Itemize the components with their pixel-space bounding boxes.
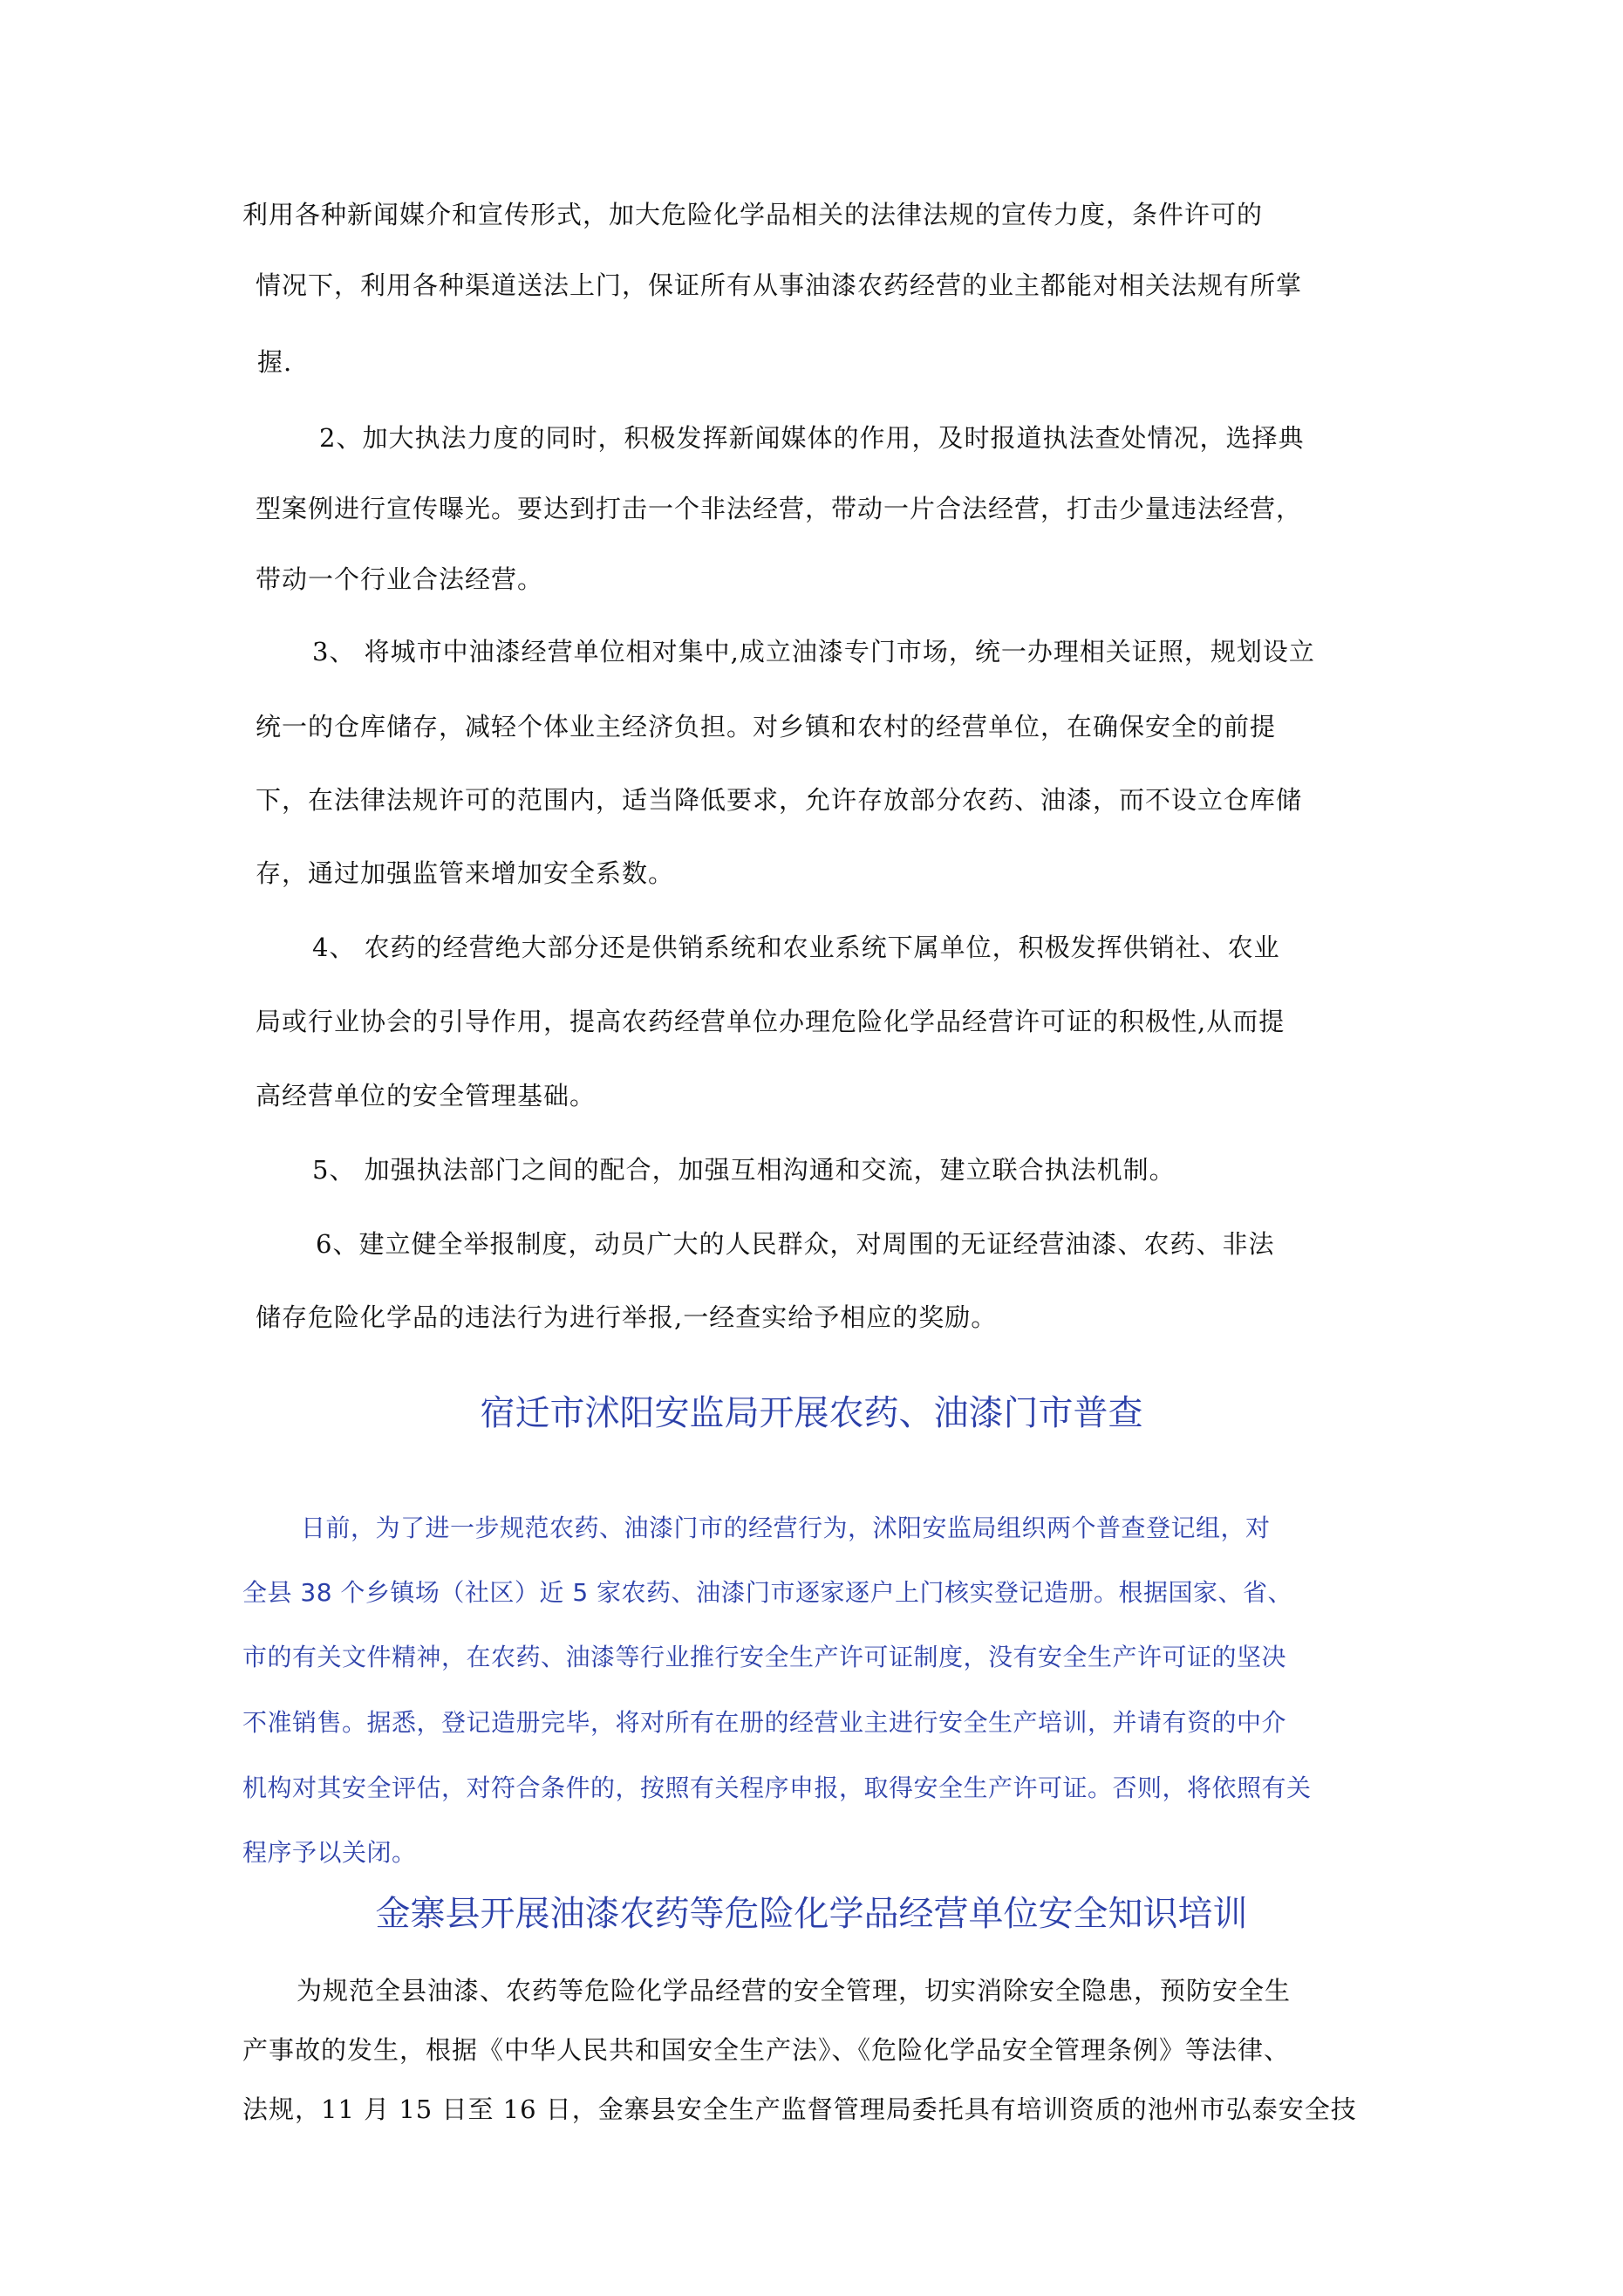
paragraph-line: 程序予以关闭。 <box>242 1838 417 1867</box>
paragraph-line: 不准销售。据悉，登记造册完毕，将对所有在册的经营业主进行安全生产培训，并请有资的中介 <box>242 1708 1287 1737</box>
paragraph-line: 存，通过加强监管来增加安全系数。 <box>256 858 675 888</box>
article-title: 金寨县开展油漆农药等危险化学品经营单位安全知识培训 <box>375 1894 1248 1934</box>
paragraph-line: 产事故的发生，根据《中华人民共和国安全生产法》、《危险化学品安全管理条例》等法律、 <box>242 2035 1291 2065</box>
paragraph-line: 高经营单位的安全管理基础。 <box>256 1081 597 1110</box>
paragraph-line: 市的有关文件精神，在农药、油漆等行业推行安全生产许可证制度，没有安全生产许可证的坚决 <box>242 1643 1287 1671</box>
paragraph-line: 握. <box>257 347 293 377</box>
paragraph-line: 3、 将城市中油漆经营单位相对集中,成立油漆专门市场，统一办理相关证照，规划设立 <box>312 637 1315 666</box>
paragraph-line: 5、 加强执法部门之间的配合，加强互相沟通和交流，建立联合执法机制。 <box>312 1155 1176 1185</box>
article-title: 宿迁市沭阳安监局开展农药、油漆门市普查 <box>480 1393 1143 1433</box>
paragraph-line: 4、 农药的经营绝大部分还是供销系统和农业系统下属单位，积极发挥供销社、农业 <box>312 933 1280 962</box>
paragraph-line: 机构对其安全评估，对符合条件的，按照有关程序申报，取得安全生产许可证。否则，将依照有关 <box>242 1773 1312 1802</box>
paragraph-line: 2、加大执法力度的同时，积极发挥新闻媒体的作用，及时报道执法查处情况，选择典 <box>319 423 1305 453</box>
paragraph-line: 全县 38 个乡镇场（社区）近 5 家农药、油漆门市逐家逐户上门核实登记造册。根据国家、省、 <box>242 1578 1293 1607</box>
paragraph-line: 统一的仓库储存，减轻个体业主经济负担。对乡镇和农村的经营单位，在确保安全的前提 <box>256 712 1277 741</box>
paragraph-line: 带动一个行业合法经营。 <box>256 564 544 594</box>
paragraph-line: 储存危险化学品的违法行为进行举报,一经查实给予相应的奖励。 <box>256 1302 998 1332</box>
paragraph-line: 日前，为了进一步规范农药、油漆门市的经营行为，沭阳安监局组织两个普查登记组，对 <box>301 1514 1271 1542</box>
paragraph-line: 为规范全县油漆、农药等危险化学品经营的安全管理，切实消除安全隐患，预防安全生 <box>297 1976 1292 2006</box>
paragraph-line: 情况下，利用各种渠道送法上门，保证所有从事油漆农药经营的业主都能对相关法规有所掌 <box>256 270 1303 300</box>
paragraph-line: 型案例进行宣传曝光。要达到打击一个非法经营，带动一片合法经营，打击少量违法经营， <box>256 494 1303 523</box>
paragraph-line: 6、建立健全举报制度，动员广大的人民群众，对周围的无证经营油漆、农药、非法 <box>316 1229 1275 1259</box>
paragraph-line: 法规，11 月 15 日至 16 日，金寨县安全生产监督管理局委托具有培训资质的池州市弘泰安全技 <box>242 2094 1357 2124</box>
paragraph-line: 下，在法律法规许可的范围内，适当降低要求，允许存放部分农药、油漆，而不设立仓库储 <box>256 785 1303 815</box>
paragraph-line: 局或行业协会的引导作用，提高农药经营单位办理危险化学品经营许可证的积极性,从而提 <box>256 1007 1285 1036</box>
paragraph-line: 利用各种新闻媒介和宣传形式，加大危险化学品相关的法律法规的宣传力度，条件许可的 <box>242 200 1264 229</box>
